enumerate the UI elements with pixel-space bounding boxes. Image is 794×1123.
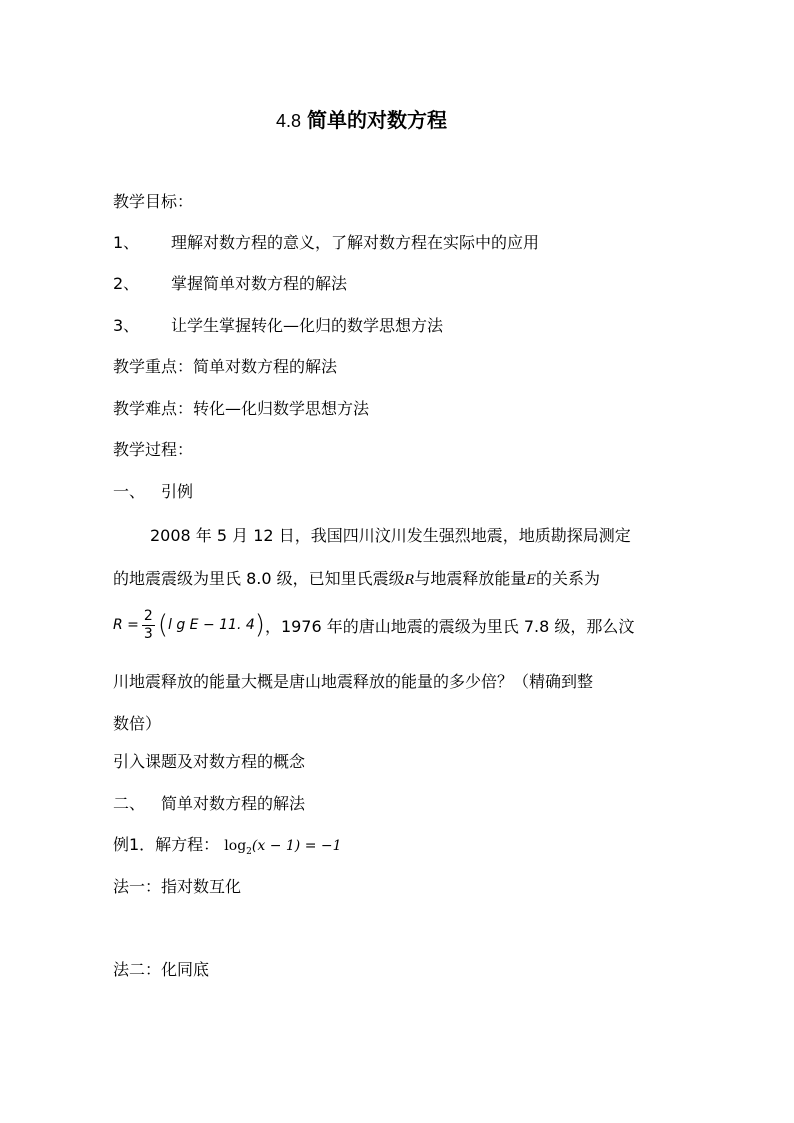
equation-rest: (x − 1) = −1 (251, 838, 342, 854)
objective-text: 掌握简单对数方程的解法 (171, 274, 348, 293)
example-line-5: 数倍） (113, 714, 162, 733)
log-equation (224, 838, 342, 857)
example-text: 的地震震级为里氏 8.0 级，已知里氏震级 (113, 569, 405, 588)
page-title (276, 104, 536, 133)
example-text: 的关系为 (535, 569, 600, 588)
example-1 (113, 835, 342, 862)
formula-lhs: R = (113, 617, 139, 633)
section-number: 二、 (113, 794, 146, 813)
objective-text: 理解对数方程的意义，了解对数方程在实际中的应用 (171, 233, 540, 252)
difficulty: 教学难点：转化—化归数学思想方法 (113, 399, 370, 418)
objectives-heading: 教学目标： (113, 192, 194, 211)
objective-number: 1、 (113, 233, 140, 252)
richter-formula (113, 608, 265, 643)
fraction-denominator: 3 (143, 625, 153, 642)
example-1-label: 例1．解方程： (113, 835, 220, 854)
example-line-4: 川地震释放的能量大概是唐山地震释放的能量的多少倍？（精确到整 (113, 672, 594, 691)
log-text: log (224, 838, 247, 854)
variable-e: E (526, 573, 536, 588)
objective-text: 让学生掌握转化—化归的数学思想方法 (171, 316, 444, 335)
title-text: 简单的对数方程 (307, 108, 448, 132)
objective-number: 2、 (113, 274, 140, 293)
objective-number: 3、 (113, 316, 140, 335)
intro-line: 引入课题及对数方程的概念 (113, 752, 306, 771)
key-point: 教学重点：简单对数方程的解法 (113, 357, 338, 376)
fraction-numerator: 2 (143, 607, 153, 624)
example-line-1: 2008 年 5 月 12 日，我国四川汶川发生强烈地震，地质勘探局测定 (150, 526, 631, 545)
right-paren: ) (254, 610, 265, 640)
section-1-heading (113, 482, 193, 502)
example-text: 与地震释放能量 (414, 569, 527, 588)
section-2-heading (113, 794, 305, 814)
example-line-3 (113, 604, 685, 646)
fraction (142, 608, 155, 643)
objective-item-1 (113, 233, 539, 253)
formula-body: l g E − 11. 4 (168, 617, 255, 633)
objective-item-2 (113, 274, 347, 294)
example-line-2 (113, 566, 685, 589)
log-base: 2 (246, 846, 252, 857)
title-number: 4.8 (276, 111, 302, 131)
process-heading: 教学过程： (113, 440, 194, 459)
method-1: 法一：指对数互化 (113, 877, 242, 896)
objective-item-3 (113, 316, 443, 336)
section-title: 简单对数方程的解法 (161, 794, 306, 813)
section-number: 一、 (113, 482, 146, 501)
method-2: 法二：化同底 (113, 960, 210, 979)
variable-r: R (404, 573, 415, 588)
left-paren: ( (157, 610, 168, 640)
example-text: ，1976 年的唐山地震的震级为里氏 7.8 级，那么汶 (264, 616, 635, 636)
section-title: 引例 (161, 482, 194, 501)
